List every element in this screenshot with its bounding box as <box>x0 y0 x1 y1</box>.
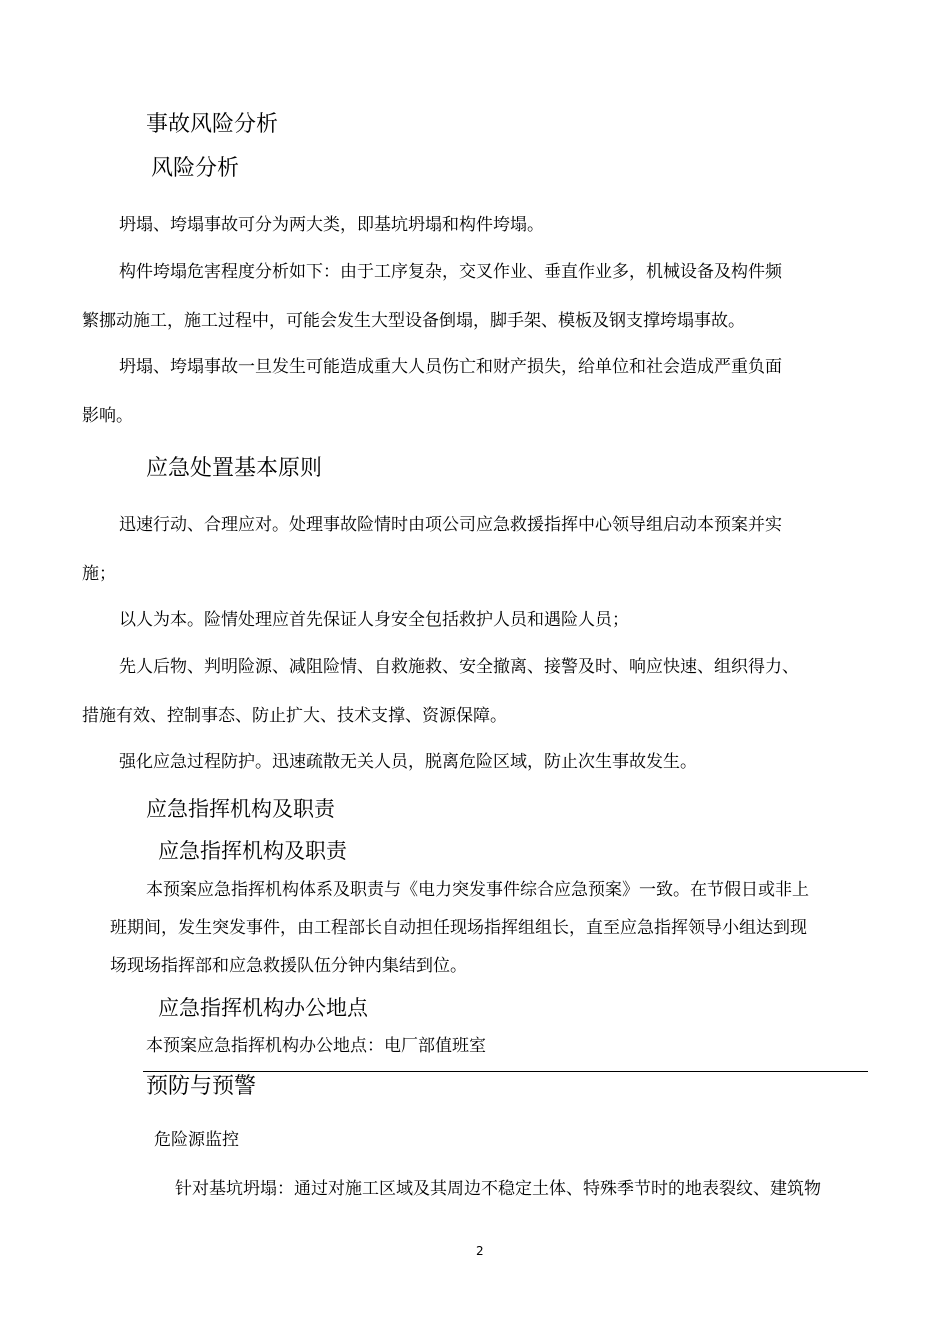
horizontal-divider <box>143 1071 868 1072</box>
paragraph-rapid-action-line-1: 迅速行动、合理应对。处理事故险情时由项公司应急救援指挥中心领导组启动本预案并实 <box>119 515 782 535</box>
page-number: 2 <box>476 1244 484 1258</box>
paragraph-consequence-line-1: 坍塌、垮塌事故一旦发生可能造成重大人员伤亡和财产损失，给单位和社会造成严重负面 <box>119 357 782 377</box>
paragraph-rapid-action-line-2: 施； <box>82 564 116 584</box>
paragraph-order-line-1: 先人后物、判明险源、减阻险情、自救施救、安全撤离、接警及时、响应快速、组织得力、 <box>119 657 799 677</box>
paragraph-office-location: 本预案应急指挥机构办公地点：电厂部值班室 <box>146 1036 486 1056</box>
heading-response-principles: 应急处置基本原则 <box>146 456 323 481</box>
subheading-hazard-monitoring: 危险源监控 <box>154 1130 239 1150</box>
paragraph-protection: 强化应急过程防护。迅速疏散无关人员，脱离危险区域，防止次生事故发生。 <box>119 752 697 772</box>
heading-accident-risk-analysis: 事故风险分析 <box>146 112 279 137</box>
paragraph-command-line-3: 场现场指挥部和应急救援队伍分钟内集结到位。 <box>110 956 467 976</box>
paragraph-people-first: 以人为本。险情处理应首先保证人身安全包括救护人员和遇险人员； <box>119 610 629 630</box>
paragraph-hazard-line-2: 繁挪动施工，施工过程中，可能会发生大型设备倒塌，脚手架、模板及钢支撑垮塌事故。 <box>82 311 745 331</box>
heading-risk-analysis: 风险分析 <box>151 156 240 181</box>
paragraph-monitoring-line-1: 针对基坑坍塌：通过对施工区域及其周边不稳定土体、特殊季节时的地表裂纹、建筑物 <box>175 1179 821 1199</box>
paragraph-order-line-2: 措施有效、控制事态、防止扩大、技术支撑、资源保障。 <box>82 706 507 726</box>
paragraph-hazard-line-1: 构件垮塌危害程度分析如下：由于工序复杂，交叉作业、垂直作业多，机械设备及构件频 <box>119 262 782 282</box>
paragraph-collapse-types: 坍塌、垮塌事故可分为两大类，即基坑坍塌和构件垮塌。 <box>119 215 544 235</box>
paragraph-command-line-2: 班期间，发生突发事件，由工程部长自动担任现场指挥组组长，直至应急指挥领导小组达到现 <box>110 918 807 938</box>
heading-prevention-warning: 预防与预警 <box>146 1074 257 1099</box>
heading-command-structure: 应急指挥机构及职责 <box>146 797 335 821</box>
paragraph-consequence-line-2: 影响。 <box>82 406 133 426</box>
subheading-command-structure: 应急指挥机构及职责 <box>158 839 347 863</box>
subheading-office-location: 应急指挥机构办公地点 <box>158 996 368 1020</box>
paragraph-command-line-1: 本预案应急指挥机构体系及职责与《电力突发事件综合应急预案》一致。在节假日或非上 <box>146 880 809 900</box>
